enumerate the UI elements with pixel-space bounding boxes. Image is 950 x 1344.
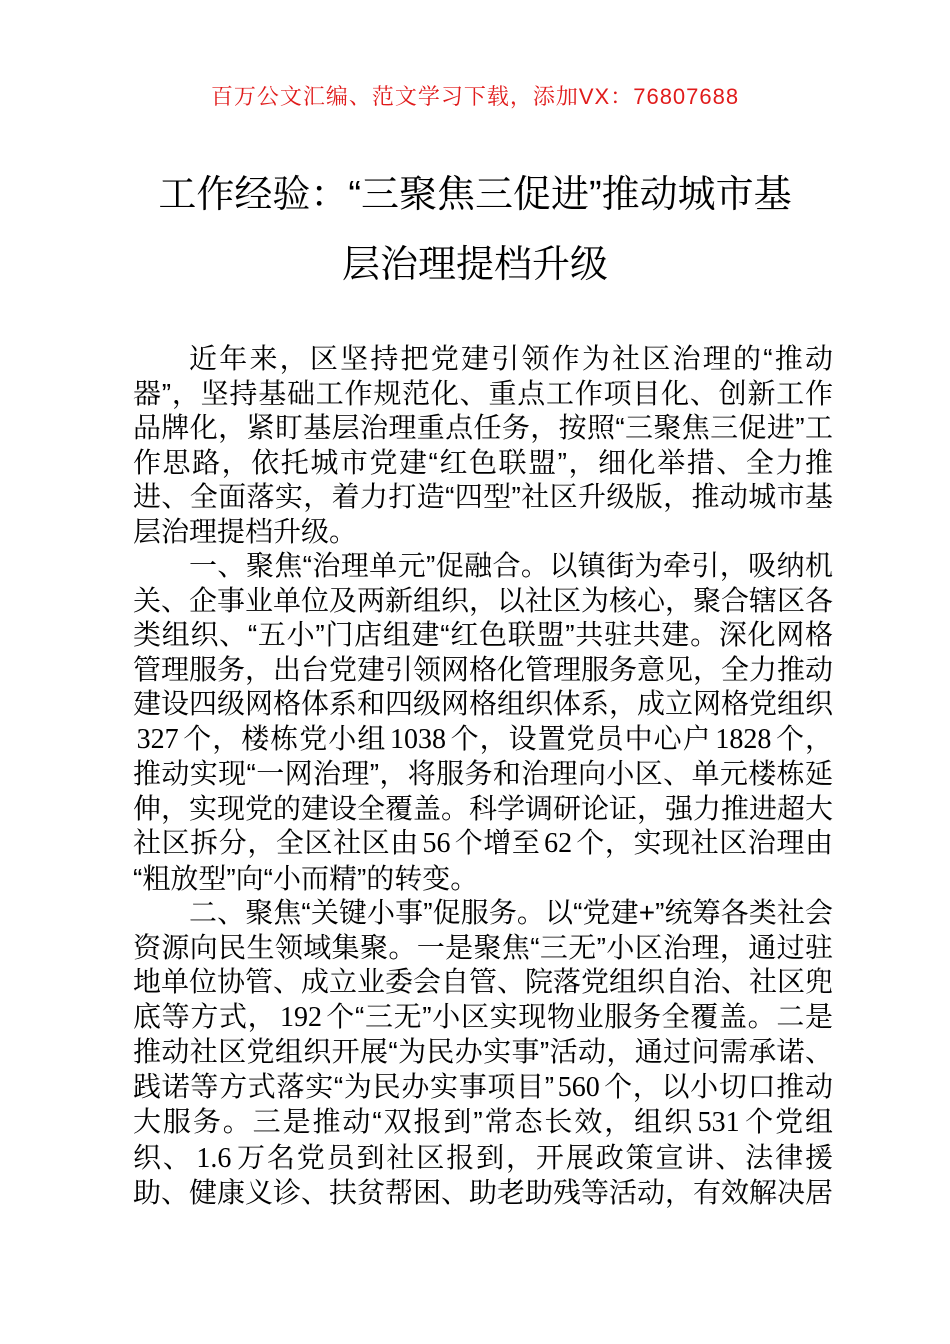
- document-title-line-2: 层治理提档升级: [341, 244, 608, 286]
- paragraph-section-2: 二、聚焦“关键小事”促服务。以“党建+”统筹各类社会资源向民生领域集聚。一是聚焦“三无”小区治理，通过驻地单位协管、成立业委会自管、院落党组织自治、社区兜底等方式， 192 个“三无”小区实现物业服务全覆盖。二是推动社区党组织开展“为民办实事”活动，通过问需承诺、践诺等方式落实“为民办实事项目” 560 个，以小切口推动大服务。三是推动“双报到”常态长效，组织 531 个党组织、 1.6 万名党员到社区报到，开展政策宣讲、法律援助、健康义诊、扶贫帮困、助老助残等活动，有效解决居: [133, 897, 834, 1208]
- document-title-line-1: 工作经验：“三聚焦三促进”推动城市基: [158, 174, 792, 216]
- document-title: [0, 160, 950, 300]
- paragraph-intro: 近年来，区坚持把党建引领作为社区治理的“推动器”，坚持基础工作规范化、重点工作项目化、创新工作品牌化，紧盯基层治理重点任务，按照“三聚焦三促进”工作思路，依托城市党建“红色联盟”，细化举措、全力推进、全面落实，着力打造“四型”社区升级版，推动城市基层治理提档升级。: [133, 343, 833, 547]
- paragraph-section-1: 一、聚焦“治理单元”促融合。以镇街为牵引，吸纳机关、企事业单位及两新组织，以社区为核心，聚合辖区各类组织、“五小”门店组建“红色联盟”共驻共建。深化网格管理服务，出台党建引领网格化管理服务意见，全力推动建设四级网格体系和四级网格组织体系，成立网格党组织327 个，楼栋党小组 1038 个，设置党员中心户 1828 个，推动实现“一网治理”，将服务和治理向小区、单元楼栋延伸，实现党的建设全覆盖。科学调研论证，强力推进超大社区拆分，全区社区由 56 个增至 62 个，实现社区治理由“粗放型”向“小而精”的转变。: [133, 550, 834, 894]
- document-body: [133, 342, 833, 1211]
- header-watermark-text: 百万公文汇编、范文学习下载，添加VX：76807688: [210, 84, 740, 109]
